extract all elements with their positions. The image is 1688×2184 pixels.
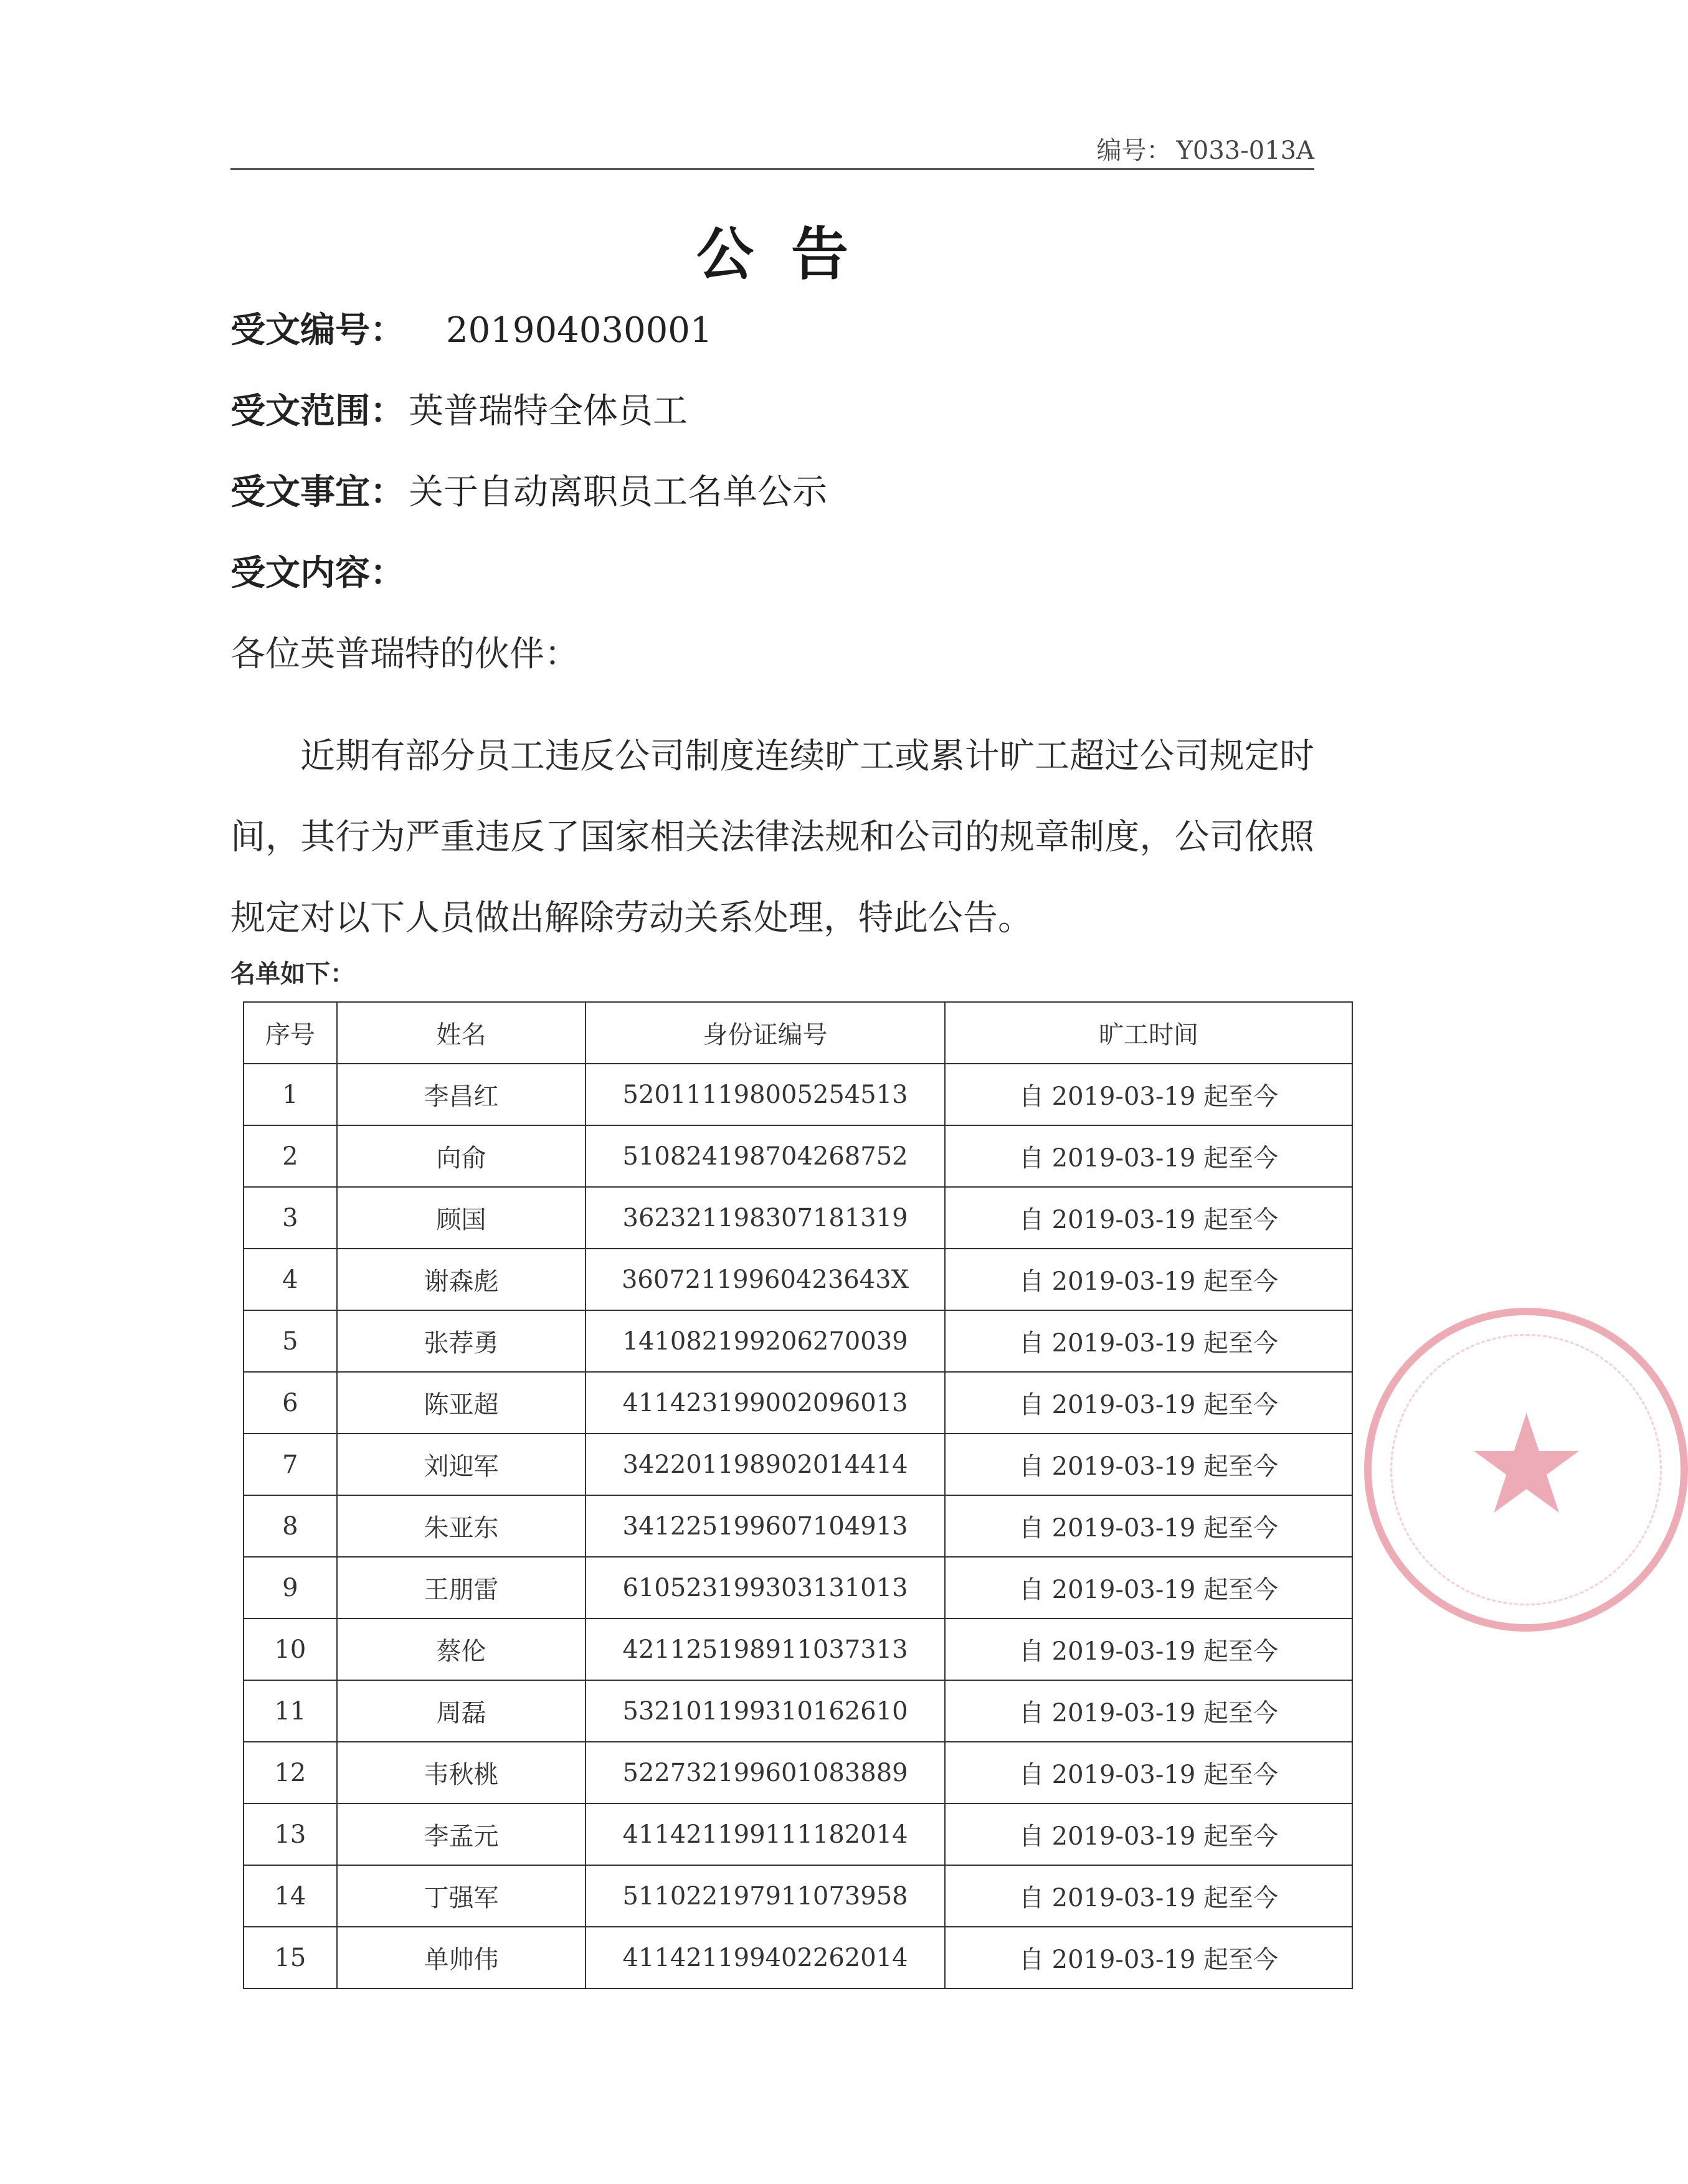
field-content: [230, 551, 405, 596]
cell-absence-time: 自 2019-03-19 起至今: [945, 1249, 1352, 1310]
cell-name: 陈亚超: [337, 1372, 586, 1434]
cell-id-number: 610523199303131013: [586, 1557, 945, 1619]
table-row: [244, 1064, 1352, 1125]
cell-index: 10: [244, 1619, 337, 1680]
document-number: [1096, 131, 1314, 166]
table-row: [244, 1803, 1352, 1865]
table-row: [244, 1249, 1352, 1310]
cell-index: 13: [244, 1803, 337, 1865]
cell-index: 9: [244, 1557, 337, 1619]
cell-name: 李孟元: [337, 1803, 586, 1865]
header-id-number: 身份证编号: [586, 1002, 945, 1064]
cell-index: 4: [244, 1249, 337, 1310]
cell-name: 顾国: [337, 1187, 586, 1249]
staff-table: [243, 1001, 1353, 1989]
cell-name: 丁强军: [337, 1865, 586, 1927]
cell-absence-time: 自 2019-03-19 起至今: [945, 1865, 1352, 1927]
cell-absence-time: 自 2019-03-19 起至今: [945, 1803, 1352, 1865]
field-matter-label: 受文事宜：: [230, 472, 405, 513]
cell-index: 7: [244, 1434, 337, 1495]
cell-index: 8: [244, 1495, 337, 1557]
cell-index: 15: [244, 1927, 337, 1988]
header-index: 序号: [244, 1002, 337, 1064]
header-name: 姓名: [337, 1002, 586, 1064]
cell-name: 韦秋桃: [337, 1742, 586, 1803]
field-doc-no-value: 201904030001: [446, 310, 713, 351]
cell-id-number: 411423199002096013: [586, 1372, 945, 1434]
field-scope-label: 受文范围：: [230, 391, 405, 432]
page-title: 公告: [696, 221, 886, 288]
cell-name: 谢森彪: [337, 1249, 586, 1310]
cell-absence-time: 自 2019-03-19 起至今: [945, 1927, 1352, 1988]
field-matter: [230, 470, 827, 515]
field-doc-no: [230, 308, 713, 353]
header-absence-time: 旷工时间: [945, 1002, 1352, 1064]
cell-id-number: 421125198911037313: [586, 1619, 945, 1680]
cell-absence-time: 自 2019-03-19 起至今: [945, 1619, 1352, 1680]
cell-index: 3: [244, 1187, 337, 1249]
company-seal: [1364, 1308, 1688, 1632]
table-row: [244, 1619, 1352, 1680]
field-matter-value: 关于自动离职员工名单公示: [409, 472, 827, 513]
table-row: [244, 1310, 1352, 1372]
cell-absence-time: 自 2019-03-19 起至今: [945, 1064, 1352, 1125]
table-header-row: [244, 1002, 1352, 1064]
cell-id-number: 36072119960423643X: [586, 1249, 945, 1310]
table-row: [244, 1187, 1352, 1249]
cell-name: 刘迎军: [337, 1434, 586, 1495]
cell-name: 王朋雷: [337, 1557, 586, 1619]
cell-index: 1: [244, 1064, 337, 1125]
cell-id-number: 522732199601083889: [586, 1742, 945, 1803]
document-number-label: 编号：: [1096, 136, 1172, 165]
cell-index: 12: [244, 1742, 337, 1803]
document-number-value: Y033-013A: [1176, 136, 1314, 165]
greeting: 各位英普瑞特的伙伴：: [230, 634, 579, 674]
cell-id-number: 362321198307181319: [586, 1187, 945, 1249]
cell-absence-time: 自 2019-03-19 起至今: [945, 1372, 1352, 1434]
field-scope: [230, 389, 688, 434]
cell-name: 朱亚东: [337, 1495, 586, 1557]
table-row: [244, 1434, 1352, 1495]
cell-absence-time: 自 2019-03-19 起至今: [945, 1742, 1352, 1803]
header-divider: [230, 168, 1314, 170]
body-paragraph: 近期有部分员工违反公司制度连续旷工或累计旷工超过公司规定时间，其行为严重违反了国家相关法律法规和公司的规章制度，公司依照规定对以下人员做出解除劳动关系处理，特此公告。: [230, 736, 1314, 938]
cell-index: 11: [244, 1680, 337, 1742]
cell-index: 5: [244, 1310, 337, 1372]
cell-id-number: 532101199310162610: [586, 1680, 945, 1742]
cell-absence-time: 自 2019-03-19 起至今: [945, 1434, 1352, 1495]
cell-name: 李昌红: [337, 1064, 586, 1125]
cell-index: 14: [244, 1865, 337, 1927]
field-doc-no-label: 受文编号：: [230, 310, 405, 351]
table-row: [244, 1372, 1352, 1434]
table-row: [244, 1927, 1352, 1988]
cell-id-number: 510824198704268752: [586, 1125, 945, 1187]
cell-absence-time: 自 2019-03-19 起至今: [945, 1310, 1352, 1372]
cell-name: 周磊: [337, 1680, 586, 1742]
cell-index: 2: [244, 1125, 337, 1187]
table-row: [244, 1865, 1352, 1927]
cell-id-number: 411421199111182014: [586, 1803, 945, 1865]
field-content-label: 受文内容：: [230, 553, 405, 593]
cell-name: 张荐勇: [337, 1310, 586, 1372]
cell-id-number: 511022197911073958: [586, 1865, 945, 1927]
cell-id-number: 341225199607104913: [586, 1495, 945, 1557]
cell-id-number: 520111198005254513: [586, 1064, 945, 1125]
cell-absence-time: 自 2019-03-19 起至今: [945, 1680, 1352, 1742]
table-row: [244, 1742, 1352, 1803]
cell-name: 单帅伟: [337, 1927, 586, 1988]
cell-name: 蔡伦: [337, 1619, 586, 1680]
cell-id-number: 342201198902014414: [586, 1434, 945, 1495]
table-row: [244, 1495, 1352, 1557]
cell-id-number: 141082199206270039: [586, 1310, 945, 1372]
table-row: [244, 1680, 1352, 1742]
star-icon: ★: [1465, 1385, 1588, 1544]
field-scope-value: 英普瑞特全体员工: [409, 391, 688, 432]
cell-name: 向俞: [337, 1125, 586, 1187]
cell-id-number: 411421199402262014: [586, 1927, 945, 1988]
cell-absence-time: 自 2019-03-19 起至今: [945, 1557, 1352, 1619]
table-row: [244, 1125, 1352, 1187]
cell-absence-time: 自 2019-03-19 起至今: [945, 1125, 1352, 1187]
list-label: 名单如下：: [230, 960, 355, 988]
cell-absence-time: 自 2019-03-19 起至今: [945, 1495, 1352, 1557]
table-row: [244, 1557, 1352, 1619]
table-body: [244, 1064, 1352, 1988]
cell-absence-time: 自 2019-03-19 起至今: [945, 1187, 1352, 1249]
cell-index: 6: [244, 1372, 337, 1434]
